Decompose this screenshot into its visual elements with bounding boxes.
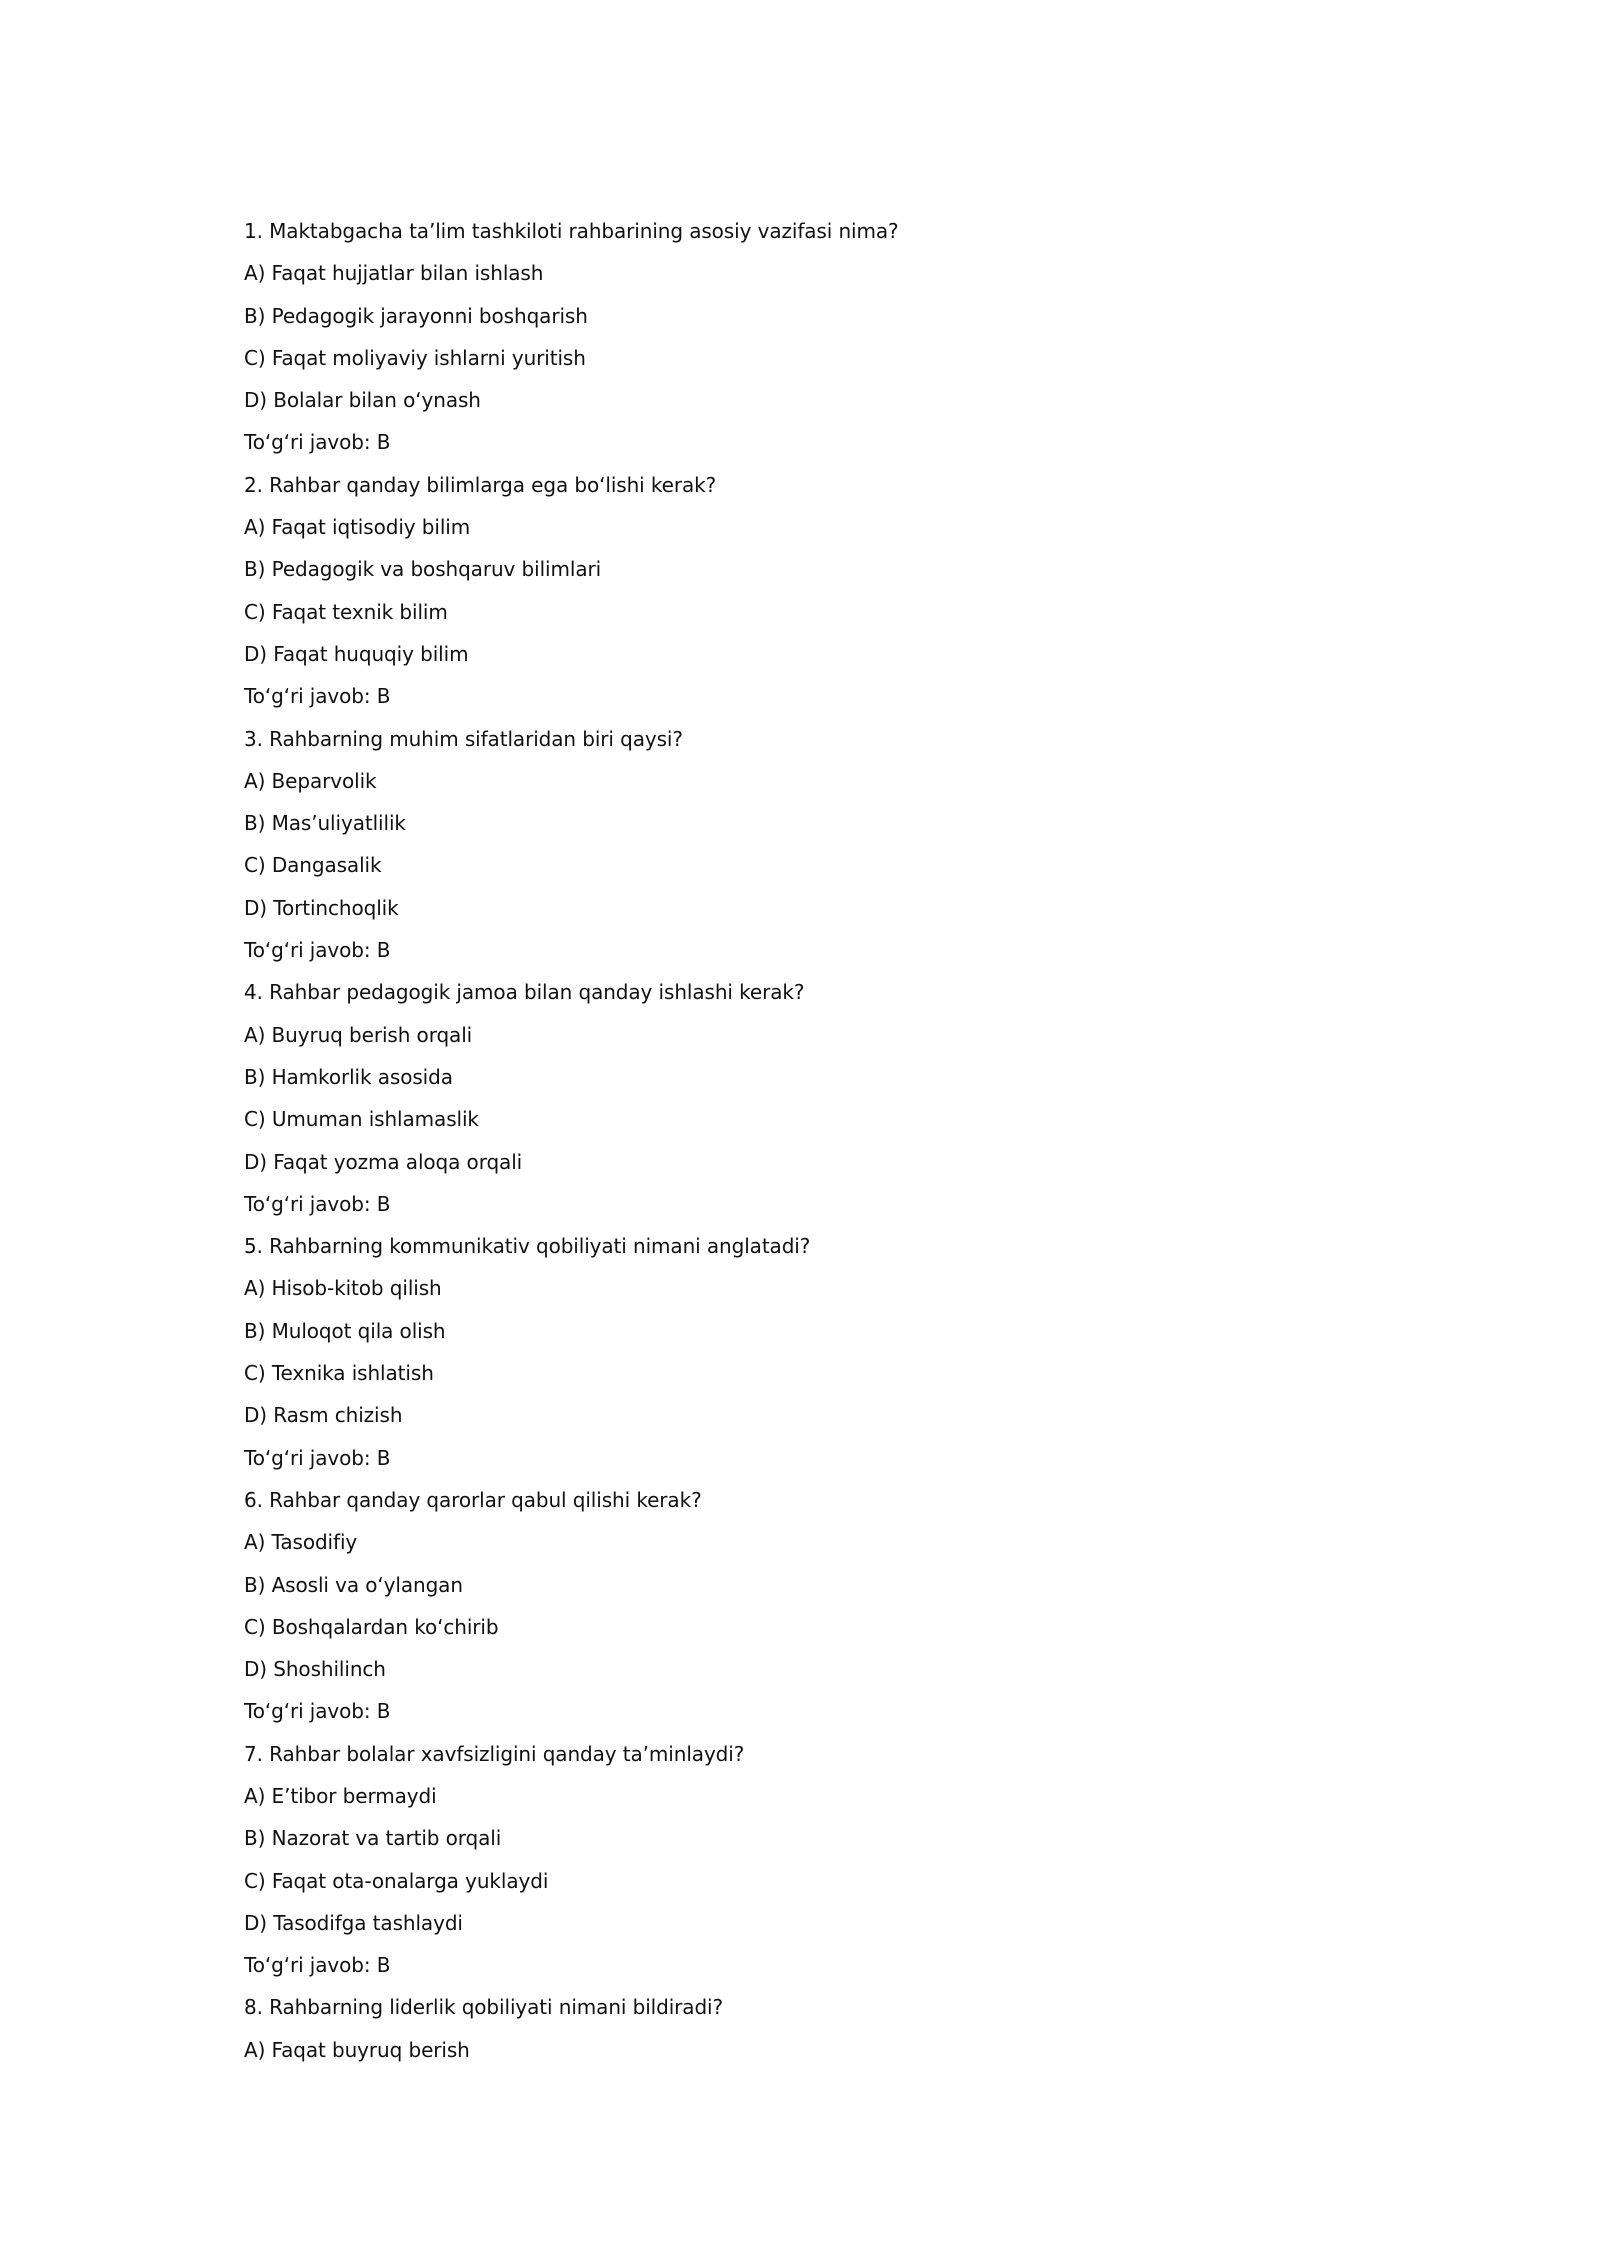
question-6: 6. Rahbar qanday qarorlar qabul qilishi kerak? — [244, 1487, 702, 1512]
question-4-option-c: C) Umuman ishlamaslik — [244, 1107, 479, 1132]
question-5-option-b: B) Muloqot qila olish — [244, 1318, 446, 1343]
question-4-option-b: B) Hamkorlik asosida — [244, 1064, 453, 1089]
question-2-option-d: D) Faqat huquqiy bilim — [244, 641, 469, 666]
question-6-answer: To‘g‘ri javob: B — [244, 1699, 391, 1724]
question-2-option-c: C) Faqat texnik bilim — [244, 599, 448, 624]
question-5-option-a: A) Hisob-kitob qilish — [244, 1276, 442, 1301]
question-5-option-d: D) Rasm chizish — [244, 1403, 403, 1428]
question-6-option-d: D) Shoshilinch — [244, 1657, 386, 1682]
question-4-option-d: D) Faqat yozma aloqa orqali — [244, 1149, 523, 1174]
question-2-option-a: A) Faqat iqtisodiy bilim — [244, 515, 471, 540]
question-6-option-a: A) Tasodifiy — [244, 1530, 358, 1555]
question-3-option-c: C) Dangasalik — [244, 853, 382, 878]
question-7-option-d: D) Tasodifga tashlaydi — [244, 1910, 463, 1935]
question-8-option-a: A) Faqat buyruq berish — [244, 2037, 470, 2062]
question-2-answer: To‘g‘ri javob: B — [244, 684, 391, 709]
question-7-answer: To‘g‘ri javob: B — [244, 1953, 391, 1978]
question-5-option-c: C) Texnika ishlatish — [244, 1361, 434, 1386]
question-5: 5. Rahbarning kommunikativ qobiliyati nimani anglatadi? — [244, 1234, 811, 1259]
question-5-answer: To‘g‘ri javob: B — [244, 1445, 391, 1470]
question-3-answer: To‘g‘ri javob: B — [244, 938, 391, 963]
question-3-option-b: B) Mas’uliyatlilik — [244, 811, 406, 836]
question-3-option-a: A) Beparvolik — [244, 768, 377, 793]
question-6-option-c: C) Boshqalardan ko‘chirib — [244, 1614, 499, 1639]
question-1-option-c: C) Faqat moliyaviy ishlarni yuritish — [244, 345, 586, 370]
question-7-option-a: A) E’tibor bermaydi — [244, 1783, 437, 1808]
question-1-option-d: D) Bolalar bilan o‘ynash — [244, 388, 481, 413]
question-2-option-b: B) Pedagogik va boshqaruv bilimlari — [244, 557, 602, 582]
question-4: 4. Rahbar pedagogik jamoa bilan qanday ishlashi kerak? — [244, 980, 805, 1005]
question-1-option-a: A) Faqat hujjatlar bilan ishlash — [244, 261, 544, 286]
question-4-option-a: A) Buyruq berish orqali — [244, 1022, 473, 1047]
question-3: 3. Rahbarning muhim sifatlaridan biri qaysi? — [244, 726, 683, 751]
question-3-option-d: D) Tortinchoqlik — [244, 895, 399, 920]
question-7: 7. Rahbar bolalar xavfsizligini qanday ta’minlaydi? — [244, 1741, 745, 1766]
question-7-option-c: C) Faqat ota-onalarga yuklaydi — [244, 1868, 549, 1893]
question-4-answer: To‘g‘ri javob: B — [244, 1191, 391, 1216]
quiz-content — [244, 216, 1394, 2077]
question-6-option-b: B) Asosli va o‘ylangan — [244, 1572, 463, 1597]
question-8: 8. Rahbarning liderlik qobiliyati nimani bildiradi? — [244, 1995, 724, 2020]
question-2: 2. Rahbar qanday bilimlarga ega bo‘lishi kerak? — [244, 472, 717, 497]
question-1-answer: To‘g‘ri javob: B — [244, 430, 391, 455]
question-7-option-b: B) Nazorat va tartib orqali — [244, 1826, 502, 1851]
question-1: 1. Maktabgacha ta’lim tashkiloti rahbarining asosiy vazifasi nima? — [244, 219, 899, 243]
question-1-option-b: B) Pedagogik jarayonni boshqarish — [244, 303, 588, 328]
